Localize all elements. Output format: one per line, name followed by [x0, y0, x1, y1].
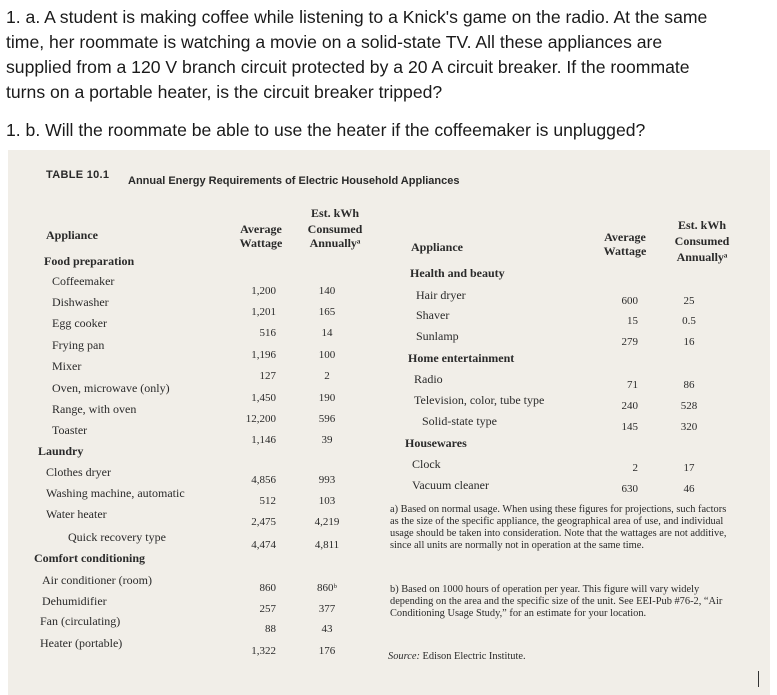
row-coffeemaker-wattage: 1,200 — [251, 285, 276, 297]
section-comfort-conditioning: Comfort conditioning — [34, 551, 145, 565]
question-1a-line-1: 1. a. A student is making coffee while listening to a Knick's game on the radio. At the same — [6, 7, 708, 27]
row-radio-wattage: 71 — [627, 379, 638, 391]
row-toaster-kwh: 39 — [321, 434, 333, 446]
header-kwh-left-1: Est. kWh — [310, 206, 360, 220]
row-frying-pan-wattage: 1,196 — [251, 349, 276, 361]
header-wattage-left-2: Wattage — [239, 236, 283, 250]
row-range-with-oven-wattage: 12,200 — [245, 413, 276, 425]
section-health-beauty: Health and beauty — [410, 266, 505, 280]
row-coffeemaker-name: Coffeemaker — [52, 274, 115, 288]
row-sunlamp-name: Sunlamp — [416, 329, 459, 343]
row-clock-kwh: 17 — [683, 462, 695, 474]
header-kwh-left-3: Annuallyᵃ — [309, 236, 361, 250]
table-number: TABLE 10.1 — [46, 169, 110, 181]
question-1b: 1. b. Will the roommate be able to use the heater if the coffeemaker is unplugged? — [6, 120, 646, 140]
footnote-a: a) Based on normal usage. When using these figures for projections, such factors as the size of the specific appliance, the geographical area of use, and individual usage should be taken into consideration. Note that the wattages are not additive, since all units are normally not in operation at the same time. — [390, 504, 727, 551]
row-clock-wattage: 2 — [632, 462, 638, 474]
row-solid-state-type-kwh: 320 — [680, 421, 698, 433]
header-kwh-right-2: Consumed — [674, 234, 730, 248]
row-television-color-tube-type-name: Television, color, tube type — [414, 393, 545, 407]
row-quick-recovery-type-wattage: 4,474 — [251, 539, 276, 551]
row-vacuum-cleaner-wattage: 630 — [621, 483, 638, 495]
row-water-heater-wattage: 2,475 — [251, 516, 276, 528]
table-title: Annual Energy Requirements of Electric Household Appliances — [128, 175, 460, 187]
row-vacuum-cleaner-name: Vacuum cleaner — [412, 478, 489, 492]
row-oven-microwave-only-wattage: 1,450 — [251, 392, 276, 404]
row-dishwasher-kwh: 165 — [318, 306, 336, 318]
row-shaver-name: Shaver — [416, 308, 450, 322]
row-dehumidifier-wattage: 257 — [259, 603, 276, 615]
text-cursor — [758, 671, 759, 687]
row-clothes-dryer-wattage: 4,856 — [251, 474, 276, 486]
row-heater-portable-wattage: 1,322 — [251, 645, 276, 657]
row-quick-recovery-type-kwh: 4,811 — [314, 539, 340, 551]
row-mixer-kwh: 2 — [324, 370, 330, 382]
section-home-entertainment: Home entertainment — [408, 351, 515, 365]
row-washing-machine-automatic-kwh: 103 — [318, 495, 336, 507]
row-coffeemaker-kwh: 140 — [318, 285, 336, 297]
row-sunlamp-wattage: 279 — [621, 336, 638, 348]
header-kwh-right-3: Annuallyᵃ — [676, 250, 728, 264]
row-sunlamp-kwh: 16 — [683, 336, 695, 348]
source-text: Edison Electric Institute. — [422, 651, 526, 662]
row-clothes-dryer-kwh: 993 — [318, 474, 336, 486]
source-line — [388, 650, 526, 664]
header-kwh-left-2: Consumed — [307, 222, 363, 236]
row-mixer-wattage: 127 — [259, 370, 276, 382]
question-1a-line-3: supplied from a 120 V branch circuit protected by a 20 A circuit breaker. If the roommate — [6, 57, 690, 77]
row-dishwasher-wattage: 1,201 — [251, 306, 276, 318]
row-clock-name: Clock — [412, 457, 441, 471]
row-television-color-tube-type-kwh: 528 — [680, 400, 698, 412]
header-kwh-right-1: Est. kWh — [677, 218, 727, 232]
row-washing-machine-automatic-name: Washing machine, automatic — [46, 486, 185, 500]
row-radio-name: Radio — [414, 372, 443, 386]
section-housewares: Housewares — [405, 436, 467, 450]
header-wattage-right-1: Average — [604, 230, 646, 244]
row-water-heater-kwh: 4,219 — [314, 516, 340, 528]
source-label: Source: — [388, 651, 420, 662]
row-solid-state-type-wattage: 145 — [621, 421, 638, 433]
row-television-color-tube-type-wattage: 240 — [621, 400, 638, 412]
row-dehumidifier-name: Dehumidifier — [42, 594, 107, 608]
row-egg-cooker-kwh: 14 — [321, 327, 333, 339]
row-toaster-wattage: 1,146 — [251, 434, 276, 446]
row-quick-recovery-type-name: Quick recovery type — [68, 530, 166, 544]
row-dehumidifier-kwh: 377 — [318, 603, 336, 615]
header-appliance-right: Appliance — [411, 240, 464, 254]
row-water-heater-name: Water heater — [46, 507, 107, 521]
row-frying-pan-kwh: 100 — [318, 349, 336, 361]
row-fan-circulating-kwh: 43 — [321, 623, 333, 635]
row-clothes-dryer-name: Clothes dryer — [46, 465, 111, 479]
row-vacuum-cleaner-kwh: 46 — [683, 483, 695, 495]
row-oven-microwave-only-kwh: 190 — [318, 392, 336, 404]
row-mixer-name: Mixer — [52, 359, 82, 373]
row-range-with-oven-kwh: 596 — [318, 413, 336, 425]
row-shaver-wattage: 15 — [627, 315, 638, 327]
header-wattage-right-2: Wattage — [603, 244, 647, 258]
row-hair-dryer-wattage: 600 — [621, 295, 638, 307]
row-hair-dryer-name: Hair dryer — [416, 288, 466, 302]
footnote-b: b) Based on 1000 hours of operation per year. This figure will vary widely depending on the area and the specific size of the unit. See EEI-Pub #76-2, “Air Conditioning Usage Study,” for an estimate for your location. — [390, 584, 723, 619]
row-heater-portable-name: Heater (portable) — [40, 636, 123, 650]
row-air-conditioner-room-name: Air conditioner (room) — [42, 573, 152, 587]
question-1a-line-4: turns on a portable heater, is the circuit breaker tripped? — [6, 82, 443, 102]
row-oven-microwave-only-name: Oven, microwave (only) — [52, 381, 170, 395]
row-egg-cooker-name: Egg cooker — [52, 316, 107, 330]
table-photo — [8, 150, 770, 695]
row-radio-kwh: 86 — [683, 379, 695, 391]
row-toaster-name: Toaster — [52, 423, 88, 437]
row-egg-cooker-wattage: 516 — [259, 327, 276, 339]
question-1a-line-2: time, her roommate is watching a movie on a solid-state TV. All these appliances are — [6, 32, 663, 52]
row-dishwasher-name: Dishwasher — [52, 295, 109, 309]
row-shaver-kwh: 0.5 — [682, 315, 696, 327]
row-washing-machine-automatic-wattage: 512 — [259, 495, 276, 507]
row-solid-state-type-name: Solid-state type — [422, 414, 497, 428]
section-food-preparation: Food preparation — [44, 254, 135, 268]
row-air-conditioner-room-wattage: 860 — [259, 582, 276, 594]
section-laundry: Laundry — [38, 444, 84, 458]
header-appliance-left: Appliance — [46, 228, 99, 242]
row-fan-circulating-wattage: 88 — [265, 623, 276, 635]
row-frying-pan-name: Frying pan — [52, 338, 105, 352]
row-heater-portable-kwh: 176 — [318, 645, 336, 657]
row-range-with-oven-name: Range, with oven — [52, 402, 137, 416]
row-fan-circulating-name: Fan (circulating) — [40, 614, 121, 628]
row-air-conditioner-room-kwh: 860ᵇ — [317, 582, 337, 594]
row-hair-dryer-kwh: 25 — [683, 295, 695, 307]
header-wattage-left-1: Average — [240, 222, 282, 236]
